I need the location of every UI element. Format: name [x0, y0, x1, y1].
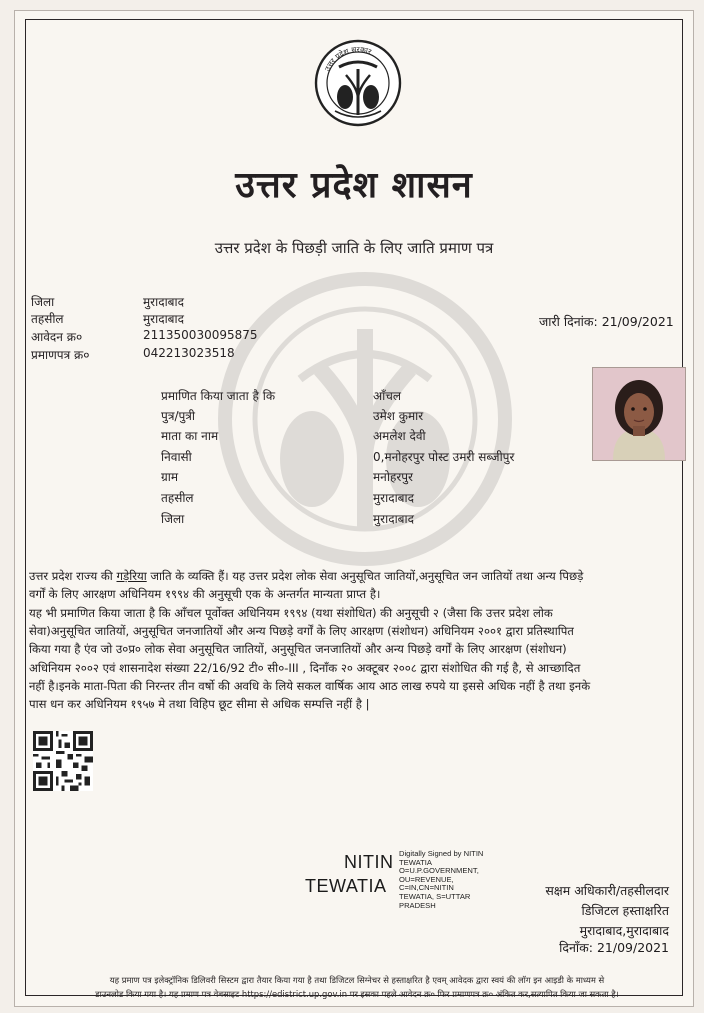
authority-digital-signed: डिजिटल हस्ताक्षरित — [581, 903, 669, 918]
watermark-emblem-icon — [200, 259, 530, 569]
paragraph-2-line-5: नहीं है।इनके माता-पिता की निरन्तर तीन वर्षो की अवधि के लिये सकल वार्षिक आय आठ लाख रुपये या इससे अधिक नहीं है तथा इनके — [29, 679, 591, 693]
signature-detail: OU=REVENUE, — [399, 874, 454, 884]
footer-note-line-2: डाउनलोड किया गया है। यह प्रमाण पत्र वेबसाइट https://edistrict.up.gov.in पर इसका पहले आवेदन क्र० फिर प्रमाणपत्र क्र० अंकित कर,सत्यापित किया जा सकता है। — [95, 989, 619, 999]
meta-value-tehsil: मुरादाबाद — [143, 312, 185, 326]
paragraph-1-line-2: वर्गों के लिए आरक्षण अधिनियम १९९४ की अनुसूची एक के अन्तर्गत मान्यता प्राप्त है। — [29, 587, 381, 601]
field-value-father: उमेश कुमार — [373, 409, 424, 423]
footer-note-line-1: यह प्रमाण पत्र इलेक्ट्रॉनिक डिलिवरी सिस्टम द्वारा तैयार किया गया है तथा डिजिटल सिग्नेचर से हस्ताक्षरित है एवम् आवेदक द्वारा स्वयं की लॉग इन आइडी के माध्यम से — [109, 975, 605, 985]
authority-date — [559, 939, 669, 956]
field-value-mother: अमलेश देवी — [373, 429, 426, 443]
applicant-photo — [592, 367, 686, 461]
signature-detail: C=IN,CN=NITIN — [399, 883, 454, 893]
certificate-page — [14, 10, 694, 1007]
meta-value-district: मुरादाबाद — [143, 295, 185, 309]
authority-title: सक्षम अधिकारी/तहसीलदार — [545, 883, 669, 898]
meta-value-application-no: 211350030095875 — [143, 328, 258, 342]
certificate-paragraph-1 — [29, 567, 689, 585]
paragraph-2-line-2: सेवा)अनुसूचित जातियों, अनुसूचित जनजातियों और अन्य पिछड़े वर्गों के लिए आरक्षण (संशोधन) अधिनियम २००१ द्वारा प्रतिस्थापित — [29, 624, 574, 638]
qr-code-icon — [33, 731, 93, 791]
paragraph-2-line-6: पास धन कर अधिनियम १९५७ मे तथा विहिप छूट सीमा से अधिक सम्पत्ति नहीं है | — [29, 697, 370, 711]
signature-detail: Digitally Signed by NITIN — [399, 849, 484, 858]
page-title: उत्तर प्रदेश शासन — [235, 164, 473, 206]
field-label-district: जिला — [161, 512, 185, 526]
field-label-child-of: पुत्र/पुत्री — [161, 409, 196, 423]
signature-detail: O=U.P.GOVERNMENT, — [399, 866, 479, 876]
meta-label-application-no: आवेदन क्र० — [31, 330, 83, 344]
field-value-district: मुरादाबाद — [373, 512, 415, 526]
signer-name-line-1: NITIN — [344, 852, 394, 872]
certificate-subtitle: उत्तर प्रदेश के पिछड़ी जाति के लिए जाति प्रमाण पत्र — [214, 239, 494, 257]
signature-detail: PRADESH — [399, 900, 436, 910]
up-government-emblem-icon — [313, 37, 403, 133]
field-value-name: आँचल — [373, 389, 402, 403]
paragraph-1-suffix: जाति के व्यक्ति हैं। यह उत्तर प्रदेश लोक सेवा अनुसूचित जातियों,अनुसूचित जन जातियों तथा अन्य पिछड़े — [146, 569, 584, 583]
authority-date-value: 21/09/2021 — [596, 940, 669, 955]
digital-signature-details — [399, 850, 519, 910]
caste-name: गड़ेरिया — [116, 569, 147, 583]
paragraph-2-line-1: यह भी प्रमाणित किया जाता है कि आँचल पूर्वोक्त अधिनियम १९९४ (यथा संशोधित) की अनुसूची २ (जैसा कि उत्तर प्रदेश लोक — [29, 606, 553, 620]
authority-date-label: दिनाँक: — [559, 940, 593, 955]
signature-detail: TEWATIA — [399, 857, 432, 867]
meta-label-tehsil: तहसील — [31, 312, 64, 326]
issue-date-value: 21/09/2021 — [601, 314, 674, 329]
paragraph-2-line-3: किया गया है एंव जो उ०प्र० लोक सेवा अनुसूचित जातियों, अनुसूचित जनजातियों और अन्य पिछड़े वर्गों के लिए आरक्षण (संशोधन) — [29, 642, 567, 656]
paragraph-1-prefix: उत्तर प्रदेश राज्य की — [29, 569, 117, 583]
authority-location: मुरादाबाद,मुरादाबाद — [579, 923, 669, 938]
meta-label-district: जिला — [31, 295, 55, 309]
signer-name-line-2: TEWATIA — [305, 876, 387, 896]
emblem-text: उत्तर प्रदेश सरकार — [322, 44, 373, 73]
field-value-resident: 0,मनोहरपुर पोस्ट उमरी सब्जीपुर — [373, 450, 515, 464]
issue-date — [539, 313, 674, 330]
meta-value-certificate-no: 042213023518 — [143, 346, 235, 360]
signature-detail: TEWATIA, S=UTTAR — [399, 891, 471, 901]
field-label-tehsil: तहसील — [161, 491, 194, 505]
field-value-village: मनोहरपुर — [373, 470, 413, 484]
issue-date-label: जारी दिनांक: — [539, 314, 598, 329]
field-label-certified: प्रमाणित किया जाता है कि — [161, 389, 276, 403]
meta-label-certificate-no: प्रमाणपत्र क्र० — [31, 348, 90, 362]
field-label-mother: माता का नाम — [161, 429, 219, 443]
field-label-resident: निवासी — [161, 450, 192, 464]
field-label-village: ग्राम — [161, 470, 179, 484]
field-value-tehsil: मुरादाबाद — [373, 491, 415, 505]
paragraph-2-line-4: अधिनियम २००२ एवं शासनादेश संख्या 22/16/92 टी० सी०-III , दिनाँक २० अक्टूबर २००८ द्वारा संशोधित की गई है, से आच्छादित — [29, 661, 581, 675]
